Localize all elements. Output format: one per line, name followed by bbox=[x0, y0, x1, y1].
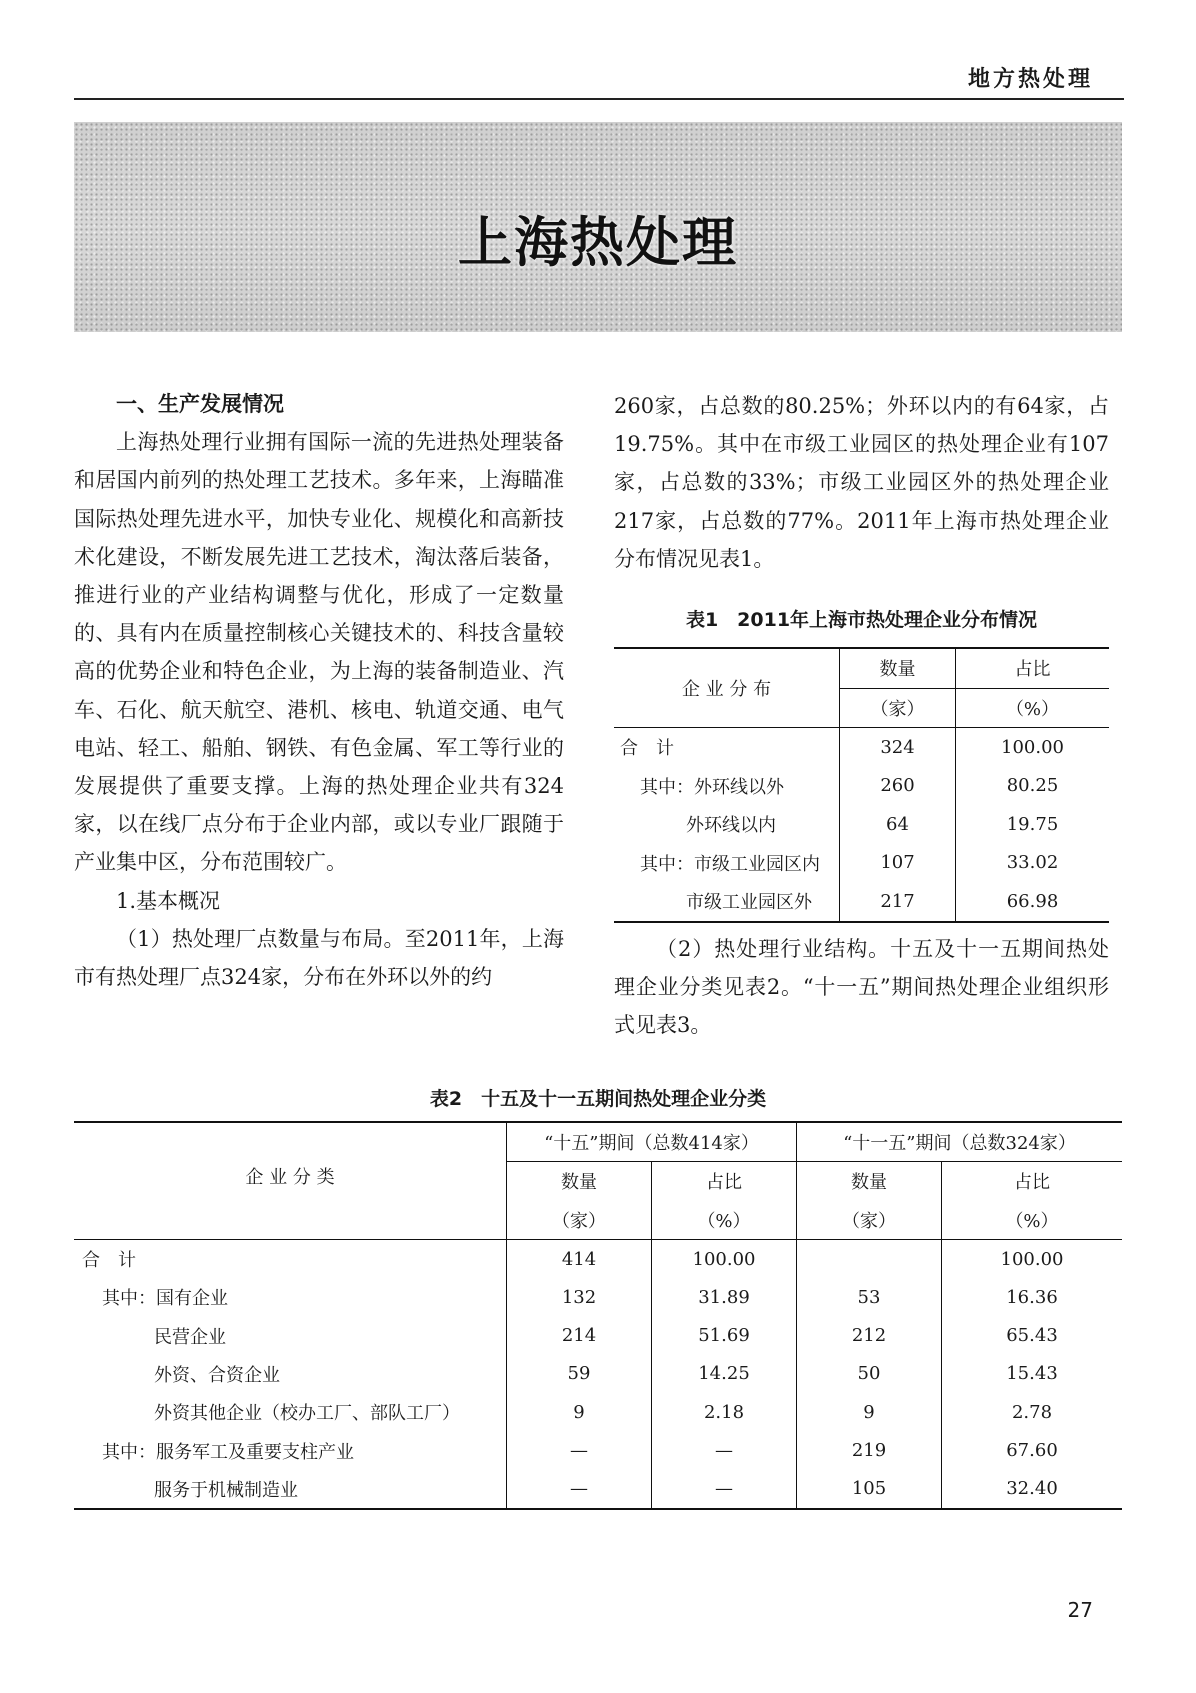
table-row bbox=[74, 1278, 1122, 1316]
paragraph: （2）热处理行业结构。十五及十一五期间热处理企业分类见表2。“十一五”期间热处理企业组织形式见表3。 bbox=[614, 937, 1109, 1038]
table-row bbox=[74, 1431, 1122, 1469]
table-caption: 表1 2011年上海市热处理企业分布情况 bbox=[685, 609, 1038, 631]
table-cell: 33.02 bbox=[956, 844, 1110, 883]
table-header: 数量 bbox=[507, 1162, 652, 1201]
table-row bbox=[74, 1239, 1122, 1278]
table-cell: 16.36 bbox=[942, 1278, 1123, 1316]
table-cell: 51.69 bbox=[652, 1316, 797, 1354]
table-cell: 53 bbox=[797, 1278, 942, 1316]
table-header-unit: （%） bbox=[956, 688, 1110, 728]
table-cell: 服务于机械制造业 bbox=[154, 1479, 298, 1501]
table-cell: 9 bbox=[797, 1393, 942, 1431]
table-header-unit: （家） bbox=[507, 1201, 652, 1240]
table-cell: 107 bbox=[840, 844, 956, 883]
table-header: 企 业 分 布 bbox=[681, 679, 772, 700]
table-row bbox=[614, 728, 1109, 767]
table-row bbox=[614, 882, 1109, 922]
table-header: 数量 bbox=[797, 1162, 942, 1201]
table-cell: 50 bbox=[797, 1355, 942, 1393]
table-cell: 合 计 bbox=[82, 1250, 136, 1272]
table-header: 数量 bbox=[840, 648, 956, 688]
table-cell: — bbox=[507, 1470, 652, 1509]
table-header-unit: （%） bbox=[652, 1201, 797, 1240]
table-cell: 214 bbox=[507, 1316, 652, 1354]
table-cell: 64 bbox=[840, 805, 956, 844]
table-2 bbox=[74, 1121, 1122, 1510]
table-row bbox=[614, 767, 1109, 806]
table-cell: 其中：外环线以外 bbox=[640, 776, 784, 798]
table-cell: 260 bbox=[840, 767, 956, 806]
table-cell: 100.00 bbox=[956, 728, 1110, 767]
table-cell: 9 bbox=[507, 1393, 652, 1431]
table-cell: 2.18 bbox=[652, 1393, 797, 1431]
table-header-unit: （家） bbox=[840, 688, 956, 728]
paragraph: 260家，占总数的80.25%；外环以内的有64家，占19.75%。其中在市级工业园区的热处理企业有107家，占总数的33%；市级工业园区外的热处理企业217家，占总数的77%。2011年上海市热处理企业分布情况见表1。 bbox=[614, 394, 1109, 571]
table-cell: 219 bbox=[797, 1431, 942, 1469]
table-cell: 市级工业园区外 bbox=[686, 892, 812, 914]
left-column bbox=[74, 385, 564, 996]
page-number: 27 bbox=[1067, 1598, 1093, 1622]
table-1 bbox=[614, 609, 1109, 923]
table-cell: 132 bbox=[507, 1278, 652, 1316]
table-caption: 表2 十五及十一五期间热处理企业分类 bbox=[429, 1088, 767, 1110]
table-cell: — bbox=[652, 1431, 797, 1469]
table-cell: 324 bbox=[840, 728, 956, 767]
table-cell: 66.98 bbox=[956, 882, 1110, 922]
table-row bbox=[74, 1393, 1122, 1431]
table-group-header: “十五”期间（总数414家） bbox=[507, 1122, 797, 1162]
table-cell: 其中：国有企业 bbox=[102, 1288, 228, 1310]
table-cell: 2.78 bbox=[942, 1393, 1123, 1431]
table-cell: 80.25 bbox=[956, 767, 1110, 806]
table-cell: — bbox=[652, 1470, 797, 1509]
section-heading: 一、生产发展情况 bbox=[116, 392, 284, 416]
header-rule bbox=[74, 98, 1124, 100]
table-cell: — bbox=[507, 1431, 652, 1469]
table-header: 企 业 分 类 bbox=[245, 1167, 335, 1188]
table-cell: 32.40 bbox=[942, 1470, 1123, 1509]
table-header: 占比 bbox=[942, 1162, 1123, 1201]
table-cell bbox=[797, 1239, 942, 1278]
table-cell: 外资其他企业（校办工厂、部队工厂） bbox=[154, 1403, 460, 1425]
table-header-unit: （家） bbox=[797, 1201, 942, 1240]
table-header: 占比 bbox=[652, 1162, 797, 1201]
table-cell: 民营企业 bbox=[154, 1326, 226, 1348]
table-row bbox=[614, 805, 1109, 844]
table-row bbox=[74, 1316, 1122, 1354]
paragraph: （1）热处理厂点数量与布局。至2011年，上海市有热处理厂点324家，分布在外环以外的约 bbox=[74, 926, 564, 990]
right-column bbox=[614, 387, 1109, 578]
header-section-title: 地方热处理 bbox=[967, 67, 1093, 92]
table-row bbox=[74, 1470, 1122, 1509]
table-cell: 67.60 bbox=[942, 1431, 1123, 1469]
table-cell: 31.89 bbox=[652, 1278, 797, 1316]
table-cell: 合 计 bbox=[620, 738, 674, 760]
table-cell: 414 bbox=[507, 1239, 652, 1278]
table-cell: 15.43 bbox=[942, 1355, 1123, 1393]
table-cell: 65.43 bbox=[942, 1316, 1123, 1354]
table-cell: 其中：服务军工及重要支柱产业 bbox=[102, 1441, 354, 1463]
table-cell: 其中：市级工业园区内 bbox=[640, 853, 820, 875]
article-title: 上海热处理 bbox=[458, 211, 738, 274]
table-cell: 100.00 bbox=[942, 1239, 1123, 1278]
table-row bbox=[614, 844, 1109, 883]
table-cell: 105 bbox=[797, 1470, 942, 1509]
table-row bbox=[74, 1355, 1122, 1393]
table-cell: 59 bbox=[507, 1355, 652, 1393]
table-cell: 外环线以内 bbox=[686, 815, 776, 837]
right-column-lower bbox=[614, 930, 1109, 1045]
table-cell: 212 bbox=[797, 1316, 942, 1354]
table-cell: 外资、合资企业 bbox=[154, 1364, 280, 1386]
table-header-unit: （%） bbox=[942, 1201, 1123, 1240]
subsection-heading: 1.基本概况 bbox=[116, 888, 221, 913]
paragraph: 上海热处理行业拥有国际一流的先进热处理装备和居国内前列的热处理工艺技术。多年来，上海瞄准国际热处理先进水平，加快专业化、规模化和高新技术化建设，不断发展先进工艺技术，淘汰落后装备，推进行业的产业结构调整与优化，形成了一定数量的、具有内在质量控制核心关键技术的、科技含量较高的优势企业和特色企业，为上海的装备制造业、汽车、石化、航天航空、港机、核电、轨道交通、电气电站、轻工、船舶、钢铁、有色金属、军工等行业的发展提供了重要支撑。上海的热处理企业共有324家，以在线厂点分布于企业内部，或以专业厂跟随于产业集中区，分布范围较广。 bbox=[74, 430, 564, 875]
table-cell: 100.00 bbox=[652, 1239, 797, 1278]
table-cell: 217 bbox=[840, 882, 956, 922]
table-cell: 14.25 bbox=[652, 1355, 797, 1393]
table-group-header: “十一五”期间（总数324家） bbox=[797, 1122, 1123, 1162]
table-cell: 19.75 bbox=[956, 805, 1110, 844]
table-header: 占比 bbox=[956, 648, 1110, 688]
